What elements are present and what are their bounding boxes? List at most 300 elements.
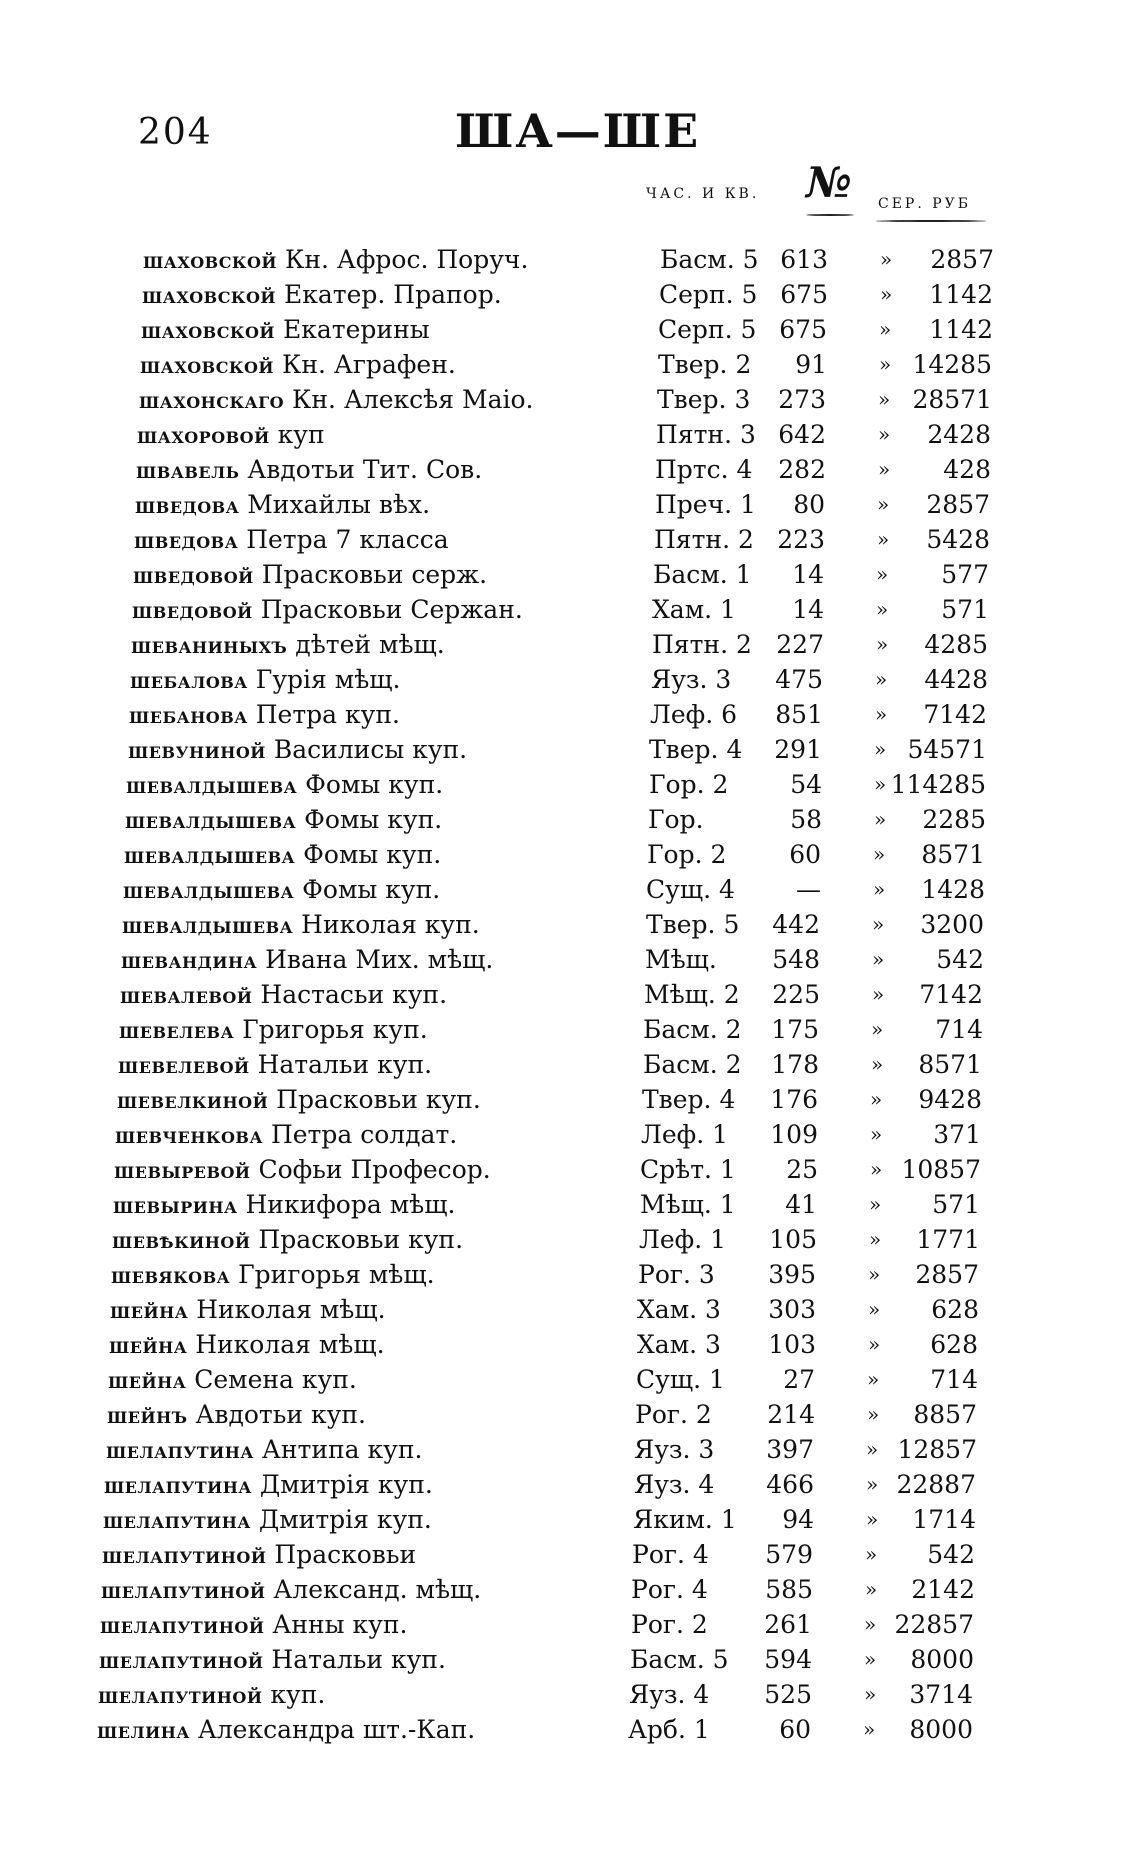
entry-ditto-mark: » [865,1542,878,1566]
entry-amount: 714 [935,1015,983,1044]
entry-details: Прасковьи Сержан. [260,595,523,624]
entry-amount: 7142 [923,700,987,729]
entry-row [0,347,1140,382]
entry-surname: шейна [109,1332,188,1359]
entry-name [103,1502,432,1538]
entry-details: Прасковьи [274,1540,417,1569]
entry-row [0,1012,1140,1047]
entry-number: 175 [771,1015,819,1044]
entry-name [143,242,528,278]
entry-amount: 8571 [918,1050,982,1079]
entry-part: Яуз. 4 [629,1680,710,1709]
entry-part: Гор. [648,805,704,834]
entry-details: дѣтей мѣщ. [295,630,445,659]
entry-part: Хам. 3 [637,1330,721,1359]
entry-row [0,767,1140,802]
entry-details: Никифора мѣщ. [245,1190,456,1219]
entry-row [0,1152,1140,1187]
entry-details: Фомы куп. [303,840,442,869]
entry-row [0,1642,1140,1677]
entry-amount: 7142 [919,980,983,1009]
entry-surname: шевченкова [115,1122,263,1149]
entry-surname: шевандина [121,947,258,974]
entry-name [99,1642,446,1678]
entry-part: Рог. 2 [635,1400,712,1429]
entry-part: Леф. 6 [650,700,738,729]
entry-amount: 8857 [913,1400,977,1429]
entry-name [130,662,400,698]
entry-ditto-mark: » [869,1192,882,1216]
entry-row [0,872,1140,907]
entry-amount: 4428 [924,665,988,694]
entry-name [134,522,449,558]
entry-number: 585 [765,1575,813,1604]
entry-name [131,627,445,663]
entry-amount: 5428 [926,525,990,554]
entry-name [122,907,480,943]
entry-row [0,1187,1140,1222]
entry-details: Прасковьи куп. [258,1225,464,1254]
entry-surname: шахонскаго [139,387,285,414]
entry-name [133,557,487,593]
entry-part: Басм. 1 [653,560,752,589]
entry-row [0,1222,1140,1257]
entry-part: Преч. 1 [655,490,756,519]
entry-details: Дмитрія куп. [259,1470,433,1499]
entry-ditto-mark: » [874,807,887,831]
entry-row [0,382,1140,417]
entry-details: Семена куп. [194,1365,357,1394]
entry-amount: 12857 [897,1435,977,1464]
entry-name [111,1257,435,1293]
entry-surname: шевелевой [118,1052,250,1079]
entry-details: Анны куп. [272,1610,408,1639]
entry-part: Мѣщ. 2 [644,980,740,1009]
entry-amount: 1771 [916,1225,980,1254]
entry-row [0,1082,1140,1117]
entry-part: Сущ. 4 [646,875,735,904]
entry-ditto-mark: » [866,1437,879,1461]
entry-part: Твер. 4 [642,1085,736,1114]
entry-amount: 542 [936,945,984,974]
entry-ditto-mark: » [864,1612,877,1636]
entry-ditto-mark: » [878,457,891,481]
entry-name [102,1537,416,1573]
entry-amount: 22857 [894,1610,974,1639]
entry-amount: 14285 [912,350,992,379]
entry-details: Кн. Алексѣя Маіо. [292,385,534,414]
entry-part: Басм. 5 [660,245,759,274]
entry-row [0,1502,1140,1537]
entry-ditto-mark: » [870,1157,883,1181]
entry-ditto-mark: » [865,1577,878,1601]
entry-name [100,1607,407,1643]
entry-part: Яким. 1 [633,1505,737,1534]
entry-number: 548 [772,945,820,974]
entry-row [0,732,1140,767]
entry-number: 80 [793,490,825,519]
entry-ditto-mark: » [877,492,890,516]
entry-row [0,312,1140,347]
entry-number: 14 [792,595,824,624]
entry-amount: 3714 [909,1680,973,1709]
column-header-value: СЕР. РУБ [878,196,972,212]
entry-part: Сущ. 1 [636,1365,725,1394]
entry-ditto-mark: » [872,982,885,1006]
entry-details: Екатерины [283,315,430,344]
entry-part: Хам. 3 [637,1295,721,1324]
entry-ditto-mark: » [880,247,893,271]
entry-details: Петра 7 класса [246,525,449,554]
entry-number: 594 [764,1645,812,1674]
entry-ditto-mark: » [874,737,887,761]
entry-details: Прасковьи серж. [261,560,488,589]
entry-amount: 2857 [915,1260,979,1289]
running-head: ША—ШЕ [455,104,701,158]
entry-part: Рог. 4 [632,1540,709,1569]
entry-name [126,767,443,803]
entry-number: 223 [777,525,825,554]
entry-part: Мѣщ. [645,945,717,974]
entry-amount: 22887 [896,1470,976,1499]
entry-number: 675 [780,280,828,309]
entry-number: 261 [764,1610,812,1639]
entry-details: Софьи Професор. [258,1155,491,1184]
entry-details: Фомы куп. [302,875,441,904]
entry-number: 14 [792,560,824,589]
entry-row [0,452,1140,487]
entry-ditto-mark: » [877,527,890,551]
entry-details: Григорья мѣщ. [238,1260,435,1289]
entry-amount: 1142 [929,315,993,344]
entry-name [106,1432,422,1468]
entry-name [101,1572,481,1608]
entry-ditto-mark: » [873,877,886,901]
entry-name [118,1047,432,1083]
entry-number: 225 [772,980,820,1009]
entry-surname: шведовой [132,597,253,624]
entry-surname: шелапутиной [100,1612,265,1639]
entry-surname: шевалдышева [126,772,298,799]
entry-ditto-mark: » [866,1472,879,1496]
entry-name [129,697,400,733]
entry-amount: 2142 [911,1575,975,1604]
entry-number: 642 [778,420,826,449]
entry-number: 176 [770,1085,818,1114]
entry-name [121,942,493,978]
entry-ditto-mark: » [870,1122,883,1146]
entry-row [0,977,1140,1012]
entry-part: Хам. 1 [652,595,736,624]
entry-part: Пятн. 2 [652,630,752,659]
entry-row [0,837,1140,872]
entry-details: Николая мѣщ. [196,1295,386,1324]
entry-ditto-mark: » [864,1647,877,1671]
entry-number: 466 [766,1470,814,1499]
entry-amount: 428 [943,455,991,484]
page-number: 204 [138,112,213,153]
entry-details: Екатер. Прапор. [284,280,502,309]
entry-surname: шелапутина [106,1437,254,1464]
entry-row [0,1677,1140,1712]
entry-part: Леф. 1 [639,1225,727,1254]
entry-part: Басм. 5 [630,1645,729,1674]
entry-name [114,1152,491,1188]
entry-ditto-mark: » [868,1297,881,1321]
entry-amount: 3200 [920,910,984,939]
entry-ditto-mark: » [868,1262,881,1286]
entry-number: 475 [775,665,823,694]
entry-number: 227 [776,630,824,659]
entry-amount: 2285 [922,805,986,834]
entry-row [0,1607,1140,1642]
entry-details: Фомы куп. [304,805,443,834]
entry-number: 525 [764,1680,812,1709]
entry-amount: 371 [933,1120,981,1149]
entry-surname: шаховской [141,317,276,344]
entry-part: Рог. 4 [631,1575,708,1604]
entry-details: Александ. мѣщ. [273,1575,482,1604]
entry-surname: шевуниной [128,737,266,764]
entry-surname: шведова [134,527,239,554]
entry-number: 25 [786,1155,818,1184]
entry-details: Ивана Мих. мѣщ. [265,945,494,974]
entry-amount: 2857 [926,490,990,519]
entry-name [104,1467,433,1503]
entry-row [0,1362,1140,1397]
entry-surname: шаховской [140,352,275,379]
entry-row [0,1537,1140,1572]
entry-part: Срѣт. 1 [640,1155,736,1184]
entry-details: Петра солдат. [270,1120,458,1149]
entry-amount: 1428 [921,875,985,904]
entry-part: Серп. 5 [658,315,757,344]
entry-name [135,487,430,523]
entry-name [132,592,523,628]
entry-amount: 571 [932,1190,980,1219]
entry-ditto-mark: » [876,562,889,586]
entry-surname: шевалевой [120,982,253,1009]
entry-surname: шелапутиной [98,1682,263,1709]
entry-amount: 714 [930,1365,978,1394]
entry-number: 60 [789,840,821,869]
entry-details: Авдотьи Тит. Сов. [247,455,483,484]
entry-row [0,277,1140,312]
entry-surname: шелина [97,1717,190,1744]
entry-details: Дмитрія куп. [258,1505,432,1534]
entry-part: Пртс. 4 [655,455,753,484]
entry-ditto-mark: » [875,667,888,691]
entry-name [142,277,502,313]
entry-surname: шейна [110,1297,189,1324]
entry-surname: шевелева [119,1017,235,1044]
entry-surname: шевякова [111,1262,231,1289]
entry-number: 60 [779,1715,811,1744]
entry-amount: 1714 [912,1505,976,1534]
entry-surname: шахоровой [137,422,270,449]
entry-amount: 4285 [924,630,988,659]
entry-amount: 114285 [890,770,986,799]
entry-row [0,662,1140,697]
entry-surname: шведова [135,492,240,519]
entry-details: Кн. Афрос. Поруч. [285,245,529,274]
entry-ditto-mark: » [863,1717,876,1741]
entry-name [137,417,325,453]
entry-part: Яуз. 4 [634,1470,715,1499]
entry-surname: шевалдышева [122,912,294,939]
entry-ditto-mark: » [871,1052,884,1076]
entry-ditto-mark: » [871,1017,884,1041]
entry-surname: шейнъ [107,1402,188,1429]
entry-number: 397 [766,1435,814,1464]
entry-ditto-mark: » [876,632,889,656]
entry-name [136,452,482,488]
entry-row [0,1292,1140,1327]
entry-part: Басм. 2 [643,1015,742,1044]
entry-details: Настасьи куп. [260,980,448,1009]
entry-part: Рог. 3 [638,1260,715,1289]
entry-amount: 628 [930,1330,978,1359]
entry-part: Гор. 2 [647,840,727,869]
entry-surname: шевѣкиной [112,1227,251,1254]
entry-amount: 2428 [927,420,991,449]
entry-number: 94 [782,1505,814,1534]
entry-number: 579 [765,1540,813,1569]
entry-name [123,872,440,908]
entry-surname: шведовой [133,562,254,589]
entry-details: Антипа куп. [261,1435,423,1464]
column-header-number-rule [806,214,854,216]
entry-details: Гурія мѣщ. [255,665,401,694]
entry-surname: шелапутиной [102,1542,267,1569]
entry-part: Твер. 4 [649,735,743,764]
entry-name [125,802,442,838]
entry-number: 105 [769,1225,817,1254]
entry-name [120,977,447,1013]
entry-row [0,1572,1140,1607]
column-header-value-rule [876,220,986,222]
entry-name [124,837,441,873]
entry-row [0,1432,1140,1467]
entry-number: 103 [768,1330,816,1359]
entry-part: Рог. 2 [631,1610,708,1639]
entry-ditto-mark: » [880,282,893,306]
entry-name [113,1187,455,1223]
entry-ditto-mark: » [867,1402,880,1426]
entry-details: Николая мѣщ. [195,1330,385,1359]
entry-surname: шаховской [142,282,277,309]
entry-details: Николая куп. [301,910,480,939]
entry-surname: шевалдышева [125,807,297,834]
entry-details: Григорья куп. [242,1015,428,1044]
entry-row [0,417,1140,452]
entry-number: 675 [779,315,827,344]
entry-part: Твер. 2 [658,350,752,379]
entry-part: Пятн. 3 [656,420,756,449]
entry-number: 442 [772,910,820,939]
entry-part: Пятн. 2 [654,525,754,554]
entry-row [0,487,1140,522]
entry-name [139,382,533,418]
entry-ditto-mark: » [870,1087,883,1111]
entry-row [0,1257,1140,1292]
entry-ditto-mark: » [868,1332,881,1356]
entry-details: Прасковьи куп. [276,1085,481,1114]
entry-details: Василисы куп. [273,735,468,764]
entry-row [0,942,1140,977]
entry-details: куп [277,420,325,449]
entry-name [128,732,467,768]
entry-row [0,907,1140,942]
entry-ditto-mark: » [866,1507,879,1531]
entry-surname: швавель [136,457,240,484]
entry-row [0,522,1140,557]
entry-amount: 628 [931,1295,979,1324]
entry-number: 851 [775,700,823,729]
entry-number: 214 [767,1400,815,1429]
entry-surname: шевыревой [114,1157,251,1184]
entry-number: 613 [780,245,828,274]
entry-surname: шевалдышева [123,877,295,904]
entry-row [0,592,1140,627]
entry-surname: шевырина [113,1192,238,1219]
entry-ditto-mark: » [876,597,889,621]
entry-amount: 8000 [910,1645,974,1674]
entry-details: Натальи куп. [271,1645,446,1674]
entry-details: куп. [270,1680,326,1709]
entry-part: Твер. 3 [657,385,751,414]
entry-details: Александра шт.-Кап. [197,1715,476,1744]
entry-ditto-mark: » [874,772,887,796]
entry-name [117,1082,481,1118]
entry-number: 282 [778,455,826,484]
entry-ditto-mark: » [875,702,888,726]
entry-number: — [796,875,821,904]
entry-number: 178 [771,1050,819,1079]
entry-details: Натальи куп. [257,1050,433,1079]
entry-name [110,1292,386,1328]
entry-surname: шевалдышева [124,842,296,869]
entry-number: 109 [770,1120,818,1149]
entry-row [0,557,1140,592]
entry-part: Басм. 2 [643,1050,742,1079]
entry-details: Петра куп. [255,700,400,729]
entry-ditto-mark: » [878,387,891,411]
entry-ditto-mark: » [872,947,885,971]
entry-surname: шевелкиной [117,1087,269,1114]
entry-amount: 2857 [930,245,994,274]
entry-number: 58 [790,805,822,834]
entry-row [0,1327,1140,1362]
entry-row [0,1047,1140,1082]
entry-surname: шелапутина [103,1507,251,1534]
entry-amount: 54571 [907,735,987,764]
entry-row [0,1117,1140,1152]
entry-ditto-mark: » [864,1682,877,1706]
entry-amount: 571 [941,595,989,624]
register-entries [0,242,1140,1747]
entry-surname: шелапутиной [101,1577,266,1604]
entry-amount: 1142 [929,280,993,309]
entry-number: 395 [768,1260,816,1289]
entry-row [0,1397,1140,1432]
entry-ditto-mark: » [878,422,891,446]
entry-name [109,1327,385,1363]
entry-amount: 577 [941,560,989,589]
entry-details: Авдотьи куп. [195,1400,366,1429]
entry-row [0,697,1140,732]
entry-ditto-mark: » [872,912,885,936]
